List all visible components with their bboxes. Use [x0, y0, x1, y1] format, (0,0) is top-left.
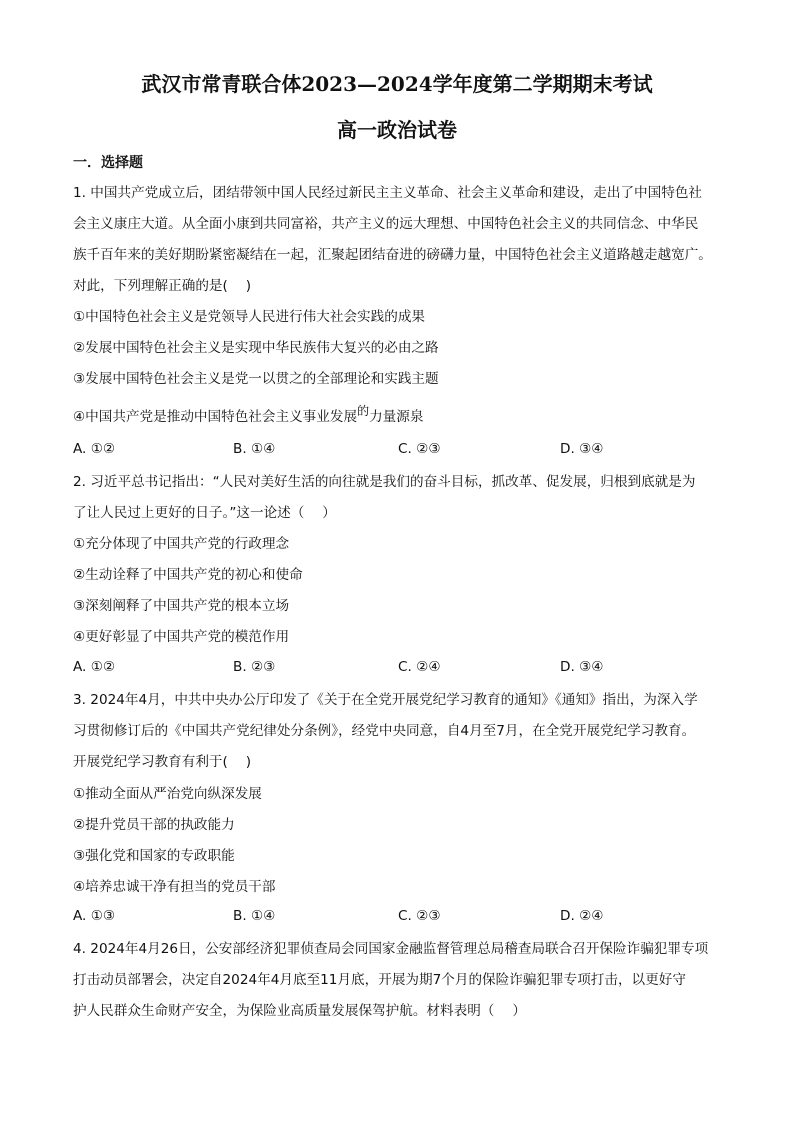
- question-1-options: [73, 441, 733, 461]
- question-3-statement: ③强化党和国家的专政职能: [73, 848, 235, 864]
- section-heading: 一．选择题: [73, 155, 143, 171]
- question-3-statement: ②提升党员干部的执政能力: [73, 817, 235, 833]
- question-3-line: 3. 2024年4月，中共中央办公厅印发了《关于在全党开展党纪学习教育的通知》《通知》指出，为深入学: [73, 692, 698, 708]
- question-3-options: [73, 908, 733, 928]
- question-2-statement: ②生动诠释了中国共产党的初心和使命: [73, 567, 303, 583]
- question-2-statement: ④更好彰显了中国共产党的模范作用: [73, 629, 290, 645]
- exam-subtitle: 高一政治试卷: [337, 118, 457, 142]
- option-b[interactable]: B. ①④: [233, 441, 276, 457]
- option-d[interactable]: D. ③④: [560, 659, 604, 675]
- question-4-line: 4. 2024年4月26日，公安部经济犯罪侦查局会同国家金融监督管理总局稽查局联合召开保险诈骗犯罪专项: [73, 941, 709, 957]
- question-4-line: 打击动员部署会，决定自2024年4月底至11月底，开展为期7个月的保险诈骗犯罪专项打击，以更好守: [73, 972, 686, 988]
- question-3-statement: ④培养忠诚干净有担当的党员干部: [73, 879, 276, 895]
- option-a[interactable]: A. ①②: [73, 441, 116, 457]
- option-d[interactable]: D. ②④: [560, 908, 604, 924]
- option-c[interactable]: C. ②③: [398, 441, 441, 457]
- question-1-statement: ③发展中国特色社会主义是党一以贯之的全部理论和实践主题: [73, 371, 439, 387]
- exam-title: 武汉市常青联合体2023—2024学年度第二学期期末考试: [141, 72, 653, 96]
- question-1-statement: ①中国特色社会主义是党领导人民进行伟大社会实践的成果: [73, 309, 426, 325]
- question-1-line: 对此，下列理解正确的是( ): [73, 278, 252, 294]
- statement-4-superscript: 的: [357, 404, 370, 418]
- question-2-statement: ③深刻阐释了中国共产党的根本立场: [73, 598, 290, 614]
- option-a[interactable]: A. ①②: [73, 659, 116, 675]
- question-2-options: [73, 659, 733, 679]
- question-3-line: 习贯彻修订后的《中国共产党纪律处分条例》，经党中央同意，自4月至7月，在全党开展党纪学习教育。: [73, 723, 696, 739]
- question-2-line: 2. 习近平总书记指出：“人民对美好生活的向往就是我们的奋斗目标，抓改革、促发展，归根到底就是为: [73, 474, 696, 490]
- question-3-line: 开展党纪学习教育有利于( ): [73, 754, 252, 770]
- option-d[interactable]: D. ③④: [560, 441, 604, 457]
- question-1-line: 族千百年来的美好期盼紧密凝结在一起，汇聚起团结奋进的磅礴力量，中国特色社会主义道路越走越宽广。: [73, 247, 712, 263]
- option-b[interactable]: B. ①④: [233, 908, 276, 924]
- option-c[interactable]: C. ②③: [398, 908, 441, 924]
- option-b[interactable]: B. ②③: [233, 659, 276, 675]
- question-1-line: 会主义康庄大道。从全面小康到共同富裕，共产主义的远大理想、中国特色社会主义的共同信念、中华民: [73, 216, 699, 232]
- statement-4-text-a: ④中国共产党是推动中国特色社会主义事业发展: [73, 409, 358, 425]
- question-2-statement: ①充分体现了中国共产党的行政理念: [73, 536, 290, 552]
- question-2-line: 了让人民过上更好的日子。”这一论述（ ）: [73, 505, 336, 521]
- question-3-statement: ①推动全面从严治党向纵深发展: [73, 786, 262, 802]
- option-c[interactable]: C. ②④: [398, 659, 441, 675]
- option-a[interactable]: A. ①③: [73, 908, 116, 924]
- question-1-statement: [73, 404, 733, 427]
- question-1-statement: ②发展中国特色社会主义是实现中华民族伟大复兴的必由之路: [73, 340, 439, 356]
- question-1-line: 1. 中国共产党成立后，团结带领中国人民经过新民主主义革命、社会主义革命和建设，走出了中国特色社: [73, 185, 703, 201]
- question-4-line: 护人民群众生命财产安全，为保险业高质量发展保驾护航。材料表明（ ）: [73, 1003, 526, 1019]
- statement-4-text-b: 力量源泉: [369, 409, 424, 425]
